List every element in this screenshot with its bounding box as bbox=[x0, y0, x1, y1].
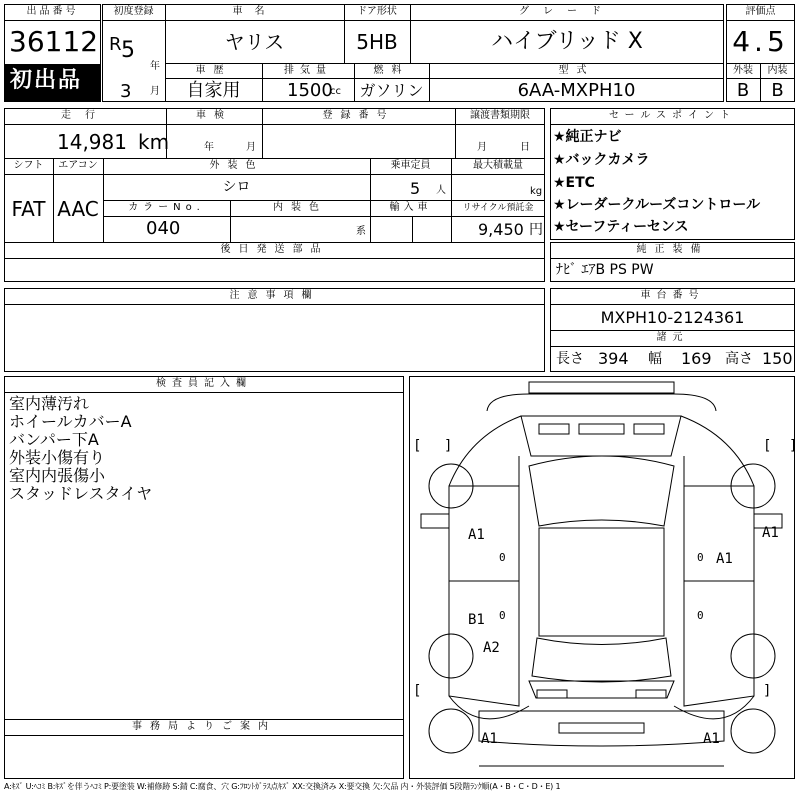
rear-bumper bbox=[479, 711, 724, 746]
sales-point: ★ETC bbox=[553, 175, 595, 191]
zero-mark: 0 bbox=[499, 551, 506, 564]
transfer-month-unit: 月 bbox=[477, 142, 487, 153]
sales-point: ★レーダークルーズコントロール bbox=[553, 197, 761, 213]
transfer-docs-header: 譲渡書類期限 bbox=[470, 110, 530, 121]
fuel-header: 燃料 bbox=[373, 65, 410, 76]
damage-mark: A1 bbox=[762, 525, 779, 541]
exterior-color-header: 外装色 bbox=[209, 160, 264, 171]
zero-mark: 0 bbox=[697, 551, 704, 564]
sales-point: ★バックカメラ bbox=[553, 152, 650, 168]
mileage-unit: km bbox=[138, 130, 170, 154]
front-outline bbox=[487, 394, 716, 411]
length-label: 長さ bbox=[556, 351, 584, 367]
mileage: 14,981 bbox=[57, 130, 127, 154]
damage-mark: A2 bbox=[483, 640, 500, 656]
car-name: ヤリス bbox=[224, 30, 285, 54]
inspector-note: バンパー下A bbox=[9, 430, 99, 449]
spare-wheel-left bbox=[429, 709, 473, 753]
chassis-header: 車台番号 bbox=[640, 290, 705, 301]
aircon: AAC bbox=[57, 197, 99, 221]
bracket-mark: ] bbox=[789, 438, 798, 454]
width-value: 169 bbox=[681, 349, 712, 368]
displacement-unit: cc bbox=[330, 86, 341, 97]
front-bumper bbox=[529, 382, 674, 393]
interior-color-unit: 系 bbox=[356, 226, 366, 237]
sales-points-header: セールスポイント bbox=[608, 110, 737, 121]
capacity-unit: 人 bbox=[436, 185, 446, 196]
shift-header: シフト bbox=[13, 160, 44, 171]
shift: FAT bbox=[11, 197, 46, 221]
right-body bbox=[684, 486, 754, 706]
zero-mark: 0 bbox=[697, 609, 704, 622]
era: R bbox=[109, 34, 122, 55]
interior-color-header: 内装色 bbox=[273, 202, 327, 213]
bracket-mark: [ bbox=[413, 438, 422, 454]
damage-mark: A1 bbox=[716, 551, 733, 567]
interior-grade: B bbox=[771, 80, 784, 101]
inspector-note: 室内内張傷小 bbox=[9, 466, 106, 485]
registration-year: 5 bbox=[121, 38, 135, 63]
spare-wheel-right bbox=[731, 709, 775, 753]
capacity-header: 乗車定員 bbox=[390, 160, 431, 171]
damage-mark: A1 bbox=[703, 731, 720, 747]
height-value: 150 bbox=[762, 349, 793, 368]
sales-point: ★純正ナビ bbox=[553, 129, 622, 145]
office-header: 事務局よりご案内 bbox=[132, 721, 276, 732]
displacement-header: 排気量 bbox=[284, 65, 332, 76]
score: 4.5 bbox=[732, 25, 789, 58]
recycle-fee: 9,450 bbox=[478, 220, 524, 239]
grade-header: グレード bbox=[519, 6, 615, 17]
displacement: 1500 bbox=[287, 80, 333, 101]
inspector-note: 室内薄汚れ bbox=[9, 394, 90, 413]
inspection-year-unit: 年 bbox=[204, 142, 214, 153]
inspection-header: 車検 bbox=[196, 110, 232, 121]
rear-window bbox=[532, 638, 671, 682]
history-header: 車歴 bbox=[195, 65, 232, 76]
notes-header: 注意事項欄 bbox=[229, 290, 320, 301]
left-body bbox=[449, 486, 519, 706]
color-number-header: カラーNo. bbox=[128, 202, 205, 213]
lot-number: 36112 bbox=[9, 25, 99, 58]
exterior-color: シロ bbox=[222, 179, 251, 195]
fuel: ガソリン bbox=[359, 81, 424, 100]
door-type-header: ドア形状 bbox=[357, 6, 397, 17]
lot-number-header: 出品番号 bbox=[26, 6, 79, 17]
car-diagram bbox=[409, 376, 798, 779]
roof bbox=[539, 528, 664, 636]
inspector-note: スタッドレスタイヤ bbox=[9, 484, 153, 503]
chassis-number: MXPH10-2124361 bbox=[600, 308, 745, 327]
bracket-mark: [ bbox=[763, 438, 772, 454]
mileage-header: 走行 bbox=[61, 110, 109, 121]
import-header: 輸入車 bbox=[389, 202, 432, 213]
registration-year-unit: 年 bbox=[150, 61, 160, 72]
width-label: 幅 bbox=[648, 351, 662, 367]
length-value: 394 bbox=[598, 349, 629, 368]
history: 自家用 bbox=[186, 80, 241, 101]
left-rear-wheel bbox=[429, 634, 473, 678]
grade: ハイブリッド X bbox=[491, 29, 643, 54]
inspector-note: ホイールカバーA bbox=[9, 412, 132, 431]
registration-month-unit: 月 bbox=[150, 86, 160, 97]
equipment-header: 純正装備 bbox=[636, 244, 709, 255]
zero-mark: 0 bbox=[499, 609, 506, 622]
model: 6AA-MXPH10 bbox=[517, 80, 636, 101]
car-name-header: 車名 bbox=[232, 6, 277, 17]
door-type: 5HB bbox=[356, 30, 398, 54]
interior-header: 内装 bbox=[767, 65, 788, 76]
registration-month: 3 bbox=[120, 81, 132, 102]
left-mirror bbox=[421, 514, 449, 528]
specs-header: 諸元 bbox=[656, 332, 689, 343]
later-parts-header: 後日発送部品 bbox=[220, 244, 329, 255]
bracket-mark: ] bbox=[763, 683, 772, 699]
score-header: 評価点 bbox=[745, 6, 776, 17]
rear-light-right bbox=[636, 690, 666, 698]
aircon-header: エアコン bbox=[58, 160, 98, 171]
bracket-mark: [ bbox=[413, 683, 422, 699]
exterior-grade: B bbox=[736, 80, 750, 101]
capacity: 5 bbox=[410, 179, 421, 198]
grille bbox=[539, 424, 664, 434]
recycle-header: リサイクル預託金 bbox=[462, 203, 534, 213]
inspector-header: 検査員記入欄 bbox=[156, 378, 252, 389]
windshield bbox=[529, 456, 674, 526]
damage-mark: A1 bbox=[468, 527, 485, 543]
equipment: ﾅﾋﾞ ｴｱB PS PW bbox=[556, 262, 654, 278]
rear-plate bbox=[559, 723, 644, 733]
max-load-header: 最大積載量 bbox=[473, 160, 523, 171]
right-rear-wheel bbox=[731, 634, 775, 678]
first-registration-header: 初度登録 bbox=[113, 6, 154, 17]
exterior-header: 外装 bbox=[733, 65, 753, 76]
max-load-unit: kg bbox=[530, 186, 543, 197]
sales-point: ★セーフティーセンス bbox=[553, 219, 689, 235]
bracket-mark: ] bbox=[444, 438, 453, 454]
height-label: 高さ bbox=[725, 351, 753, 367]
damage-mark: A1 bbox=[481, 731, 498, 747]
inspection-month-unit: 月 bbox=[246, 142, 256, 153]
inspector-note: 外装小傷有り bbox=[9, 448, 106, 467]
hood-outline bbox=[521, 416, 681, 456]
registration-number-header: 登録番号 bbox=[322, 110, 395, 121]
first-listing-text: 初出品 bbox=[10, 68, 83, 93]
legend: A:ｷｽﾞ U:ﾍｺﾐ B:ｷｽﾞを伴うﾍｺﾐ P:要塗装 W:補修跡 S:錆 C:腐食、穴 G:ﾌﾛﾝﾄｶﾞﾗｽ点ｷｽﾞ XX:交換済み X:要交換 欠:欠品 内・外装評価 5段階ﾗﾝｸ順(A・B・C・D・E) 1 bbox=[4, 782, 561, 791]
recycle-unit: 円 bbox=[529, 222, 543, 238]
transfer-day-unit: 日 bbox=[520, 142, 530, 153]
rear-light-left bbox=[537, 690, 567, 698]
model-header: 型式 bbox=[558, 65, 595, 76]
damage-mark: B1 bbox=[468, 612, 485, 628]
color-number: 040 bbox=[146, 218, 181, 239]
